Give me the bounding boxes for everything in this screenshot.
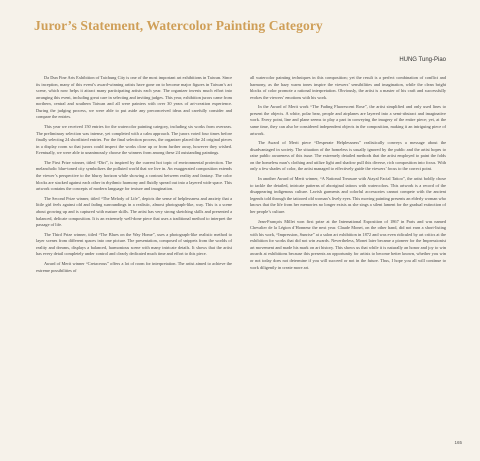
paragraph: Da Dun Fine Arts Exhibition of Taichung City is one of the most important art exhibitions in Taiwan. Since its inception, many of this event’s award-winning artists have gone on to become major figures in Taiwan’s art scene, which now helps it attract many participating artists each year. The organizer invests much effort into arranging this event, including great care in selecting and inviting judges. This year, exhibition jurors came from northern, central and southern Taiwan and all were painters with over 30 years of art-creation experience. During the judging process, we were able to put aside any preconceived ideas and carefully consider and compare the entries. — [36, 75, 232, 120]
page-title: Juror’s Statement, Watercolor Painting Category — [34, 18, 323, 33]
paragraph-continued: all watercolor painting techniques in this composition; yet the result is a perfect combination of conflict and harmony, as the hazy warm tones inspire the viewers’ sensibilities and imagination, while the clean bright blocks of color promote a rational interpretation. Obviously, the artist is a master of his craft and successfully evokes the viewers’ emotions with his work. — [250, 75, 446, 100]
paragraph: The Second Prize winner, titled “The Melody of Life”, depicts the sense of helplessness and anxiety that a little girl feels against old and fading surroundings in a realistic, almost photograph-like, way. This is a scene about growing up and is captured with mature skills. The artist has very strong sketching skills and presented a balanced, delicate composition. It is an extremely well-done piece that uses a traditional method to interpret the passage of life. — [36, 195, 232, 228]
paragraph: In the Award of Merit work “The Fading Fluorescent Rose”, the artist simplified and only used lines to present the objects. A white, polar bear, people and airplanes are layered into a semi-abstract and imaginative work. Every point, line and plane seems to play a part in conveying the imagery of the entire piece; yet, at the same time, they can also be considered independent objects in the composition, making it an intriguing piece of artwork. — [250, 104, 446, 136]
author-name: HUNG Tung-Piao — [399, 57, 446, 63]
page-number: 165 — [454, 440, 462, 445]
left-column — [36, 75, 232, 277]
paragraph: In another Award of Merit winner, “A National Treasure with Atayal Facial Tattoo”, the artist boldly chose to tackle the detailed, intricate patterns of aboriginal tattoos with watercolors. This artwork is a record of the disappearing indigenous culture. Lavish garments and colorful accessories cannot compete with the ancient legends told through the tattooed old woman’s lively eyes. This moving painting presents an elderly woman who knows that the life from her memories no longer exists as she sings a silent lament for the gradual extinction of her people’s culture. — [250, 176, 446, 214]
paragraph: The Award of Merit piece “Desperate Helplessness” realistically conveys a message about the disadvantaged in society. The situation of the homeless is usually ignored by the public and the artist hopes to raise public awareness of this issue. The extremely detailed methods that the artist employed to paint the folds on the homeless man’s clothing and utilize light and shadow pull this diverse, rich composition into focus. With only a few shades of color, the artist managed to effectively guide the viewers’ focus to the correct point. — [250, 140, 446, 172]
paragraph: Jean-François Millet won first prize at the International Exposition of 1867 in Paris and was named Chevalier de la Légion d’Honneur the next year. Claude Monet, on the other hand, did not earn a short-listing with his work, “Impression, Sunrise” at a salon art exhibition in 1872 and was even ridiculed by art critics at the exhibition for works that did not win awards. Nevertheless, Monet later became a pioneer for the Impressionist art movement and made his mark on art history. This shows us that while it is naturally an honor and joy to win awards at exhibitions because this presents an opportunity for artists to become better known, whether you win or not today does not determine if you will succeed or not in the future. Thus, I hope you all will continue to work diligently in create more art. — [250, 218, 446, 270]
right-column — [250, 75, 446, 274]
paragraph: The First Prize winner, titled “Dirt”, is inspired by the current hot topic of environmental protection. The melancholic blue-toned city symbolizes the polluted world that we live in. An exaggerated composition extends the viewer’s perspective to the blurry horizon while showing a contrast between reality and fantasy. The color blocks are stacked against each other in rhythmic harmony and fluidly spread out into a layered wide space. This artwork contains the concepts of modern language for texture and imagination. — [36, 159, 232, 192]
paragraph: This year we received 150 entries for the watercolor painting category, including six works from overseas. The preliminary selection was intense, yet completed with a calm approach. The jurors voted four times before finally selecting 24 shortlisted entries. For the final selection process, the organizer placed the 24 original pieces in a display room so that jurors could inspect the works close up or from further away, however they wished. Eventually, we were able to unanimously choose the winners from among these 24 outstanding paintings. — [36, 124, 232, 156]
paragraph: Award of Merit winner “Cretaceous” offers a lot of room for interpretation. The artist aimed to achieve the extreme possibilities of — [36, 261, 232, 273]
paragraph: The Third Prize winner, titled “The Blues on the Way Home”, uses a photograph-like realistic method to layer scenes from different spaces into one picture. The presentation, composed of snippets from the worlds of reality and dreams, displays a balanced, harmonious scene with many intricate details. It shows that the artist has every detail completely under control and clearly dedicated much time and effort to this piece. — [36, 231, 232, 257]
